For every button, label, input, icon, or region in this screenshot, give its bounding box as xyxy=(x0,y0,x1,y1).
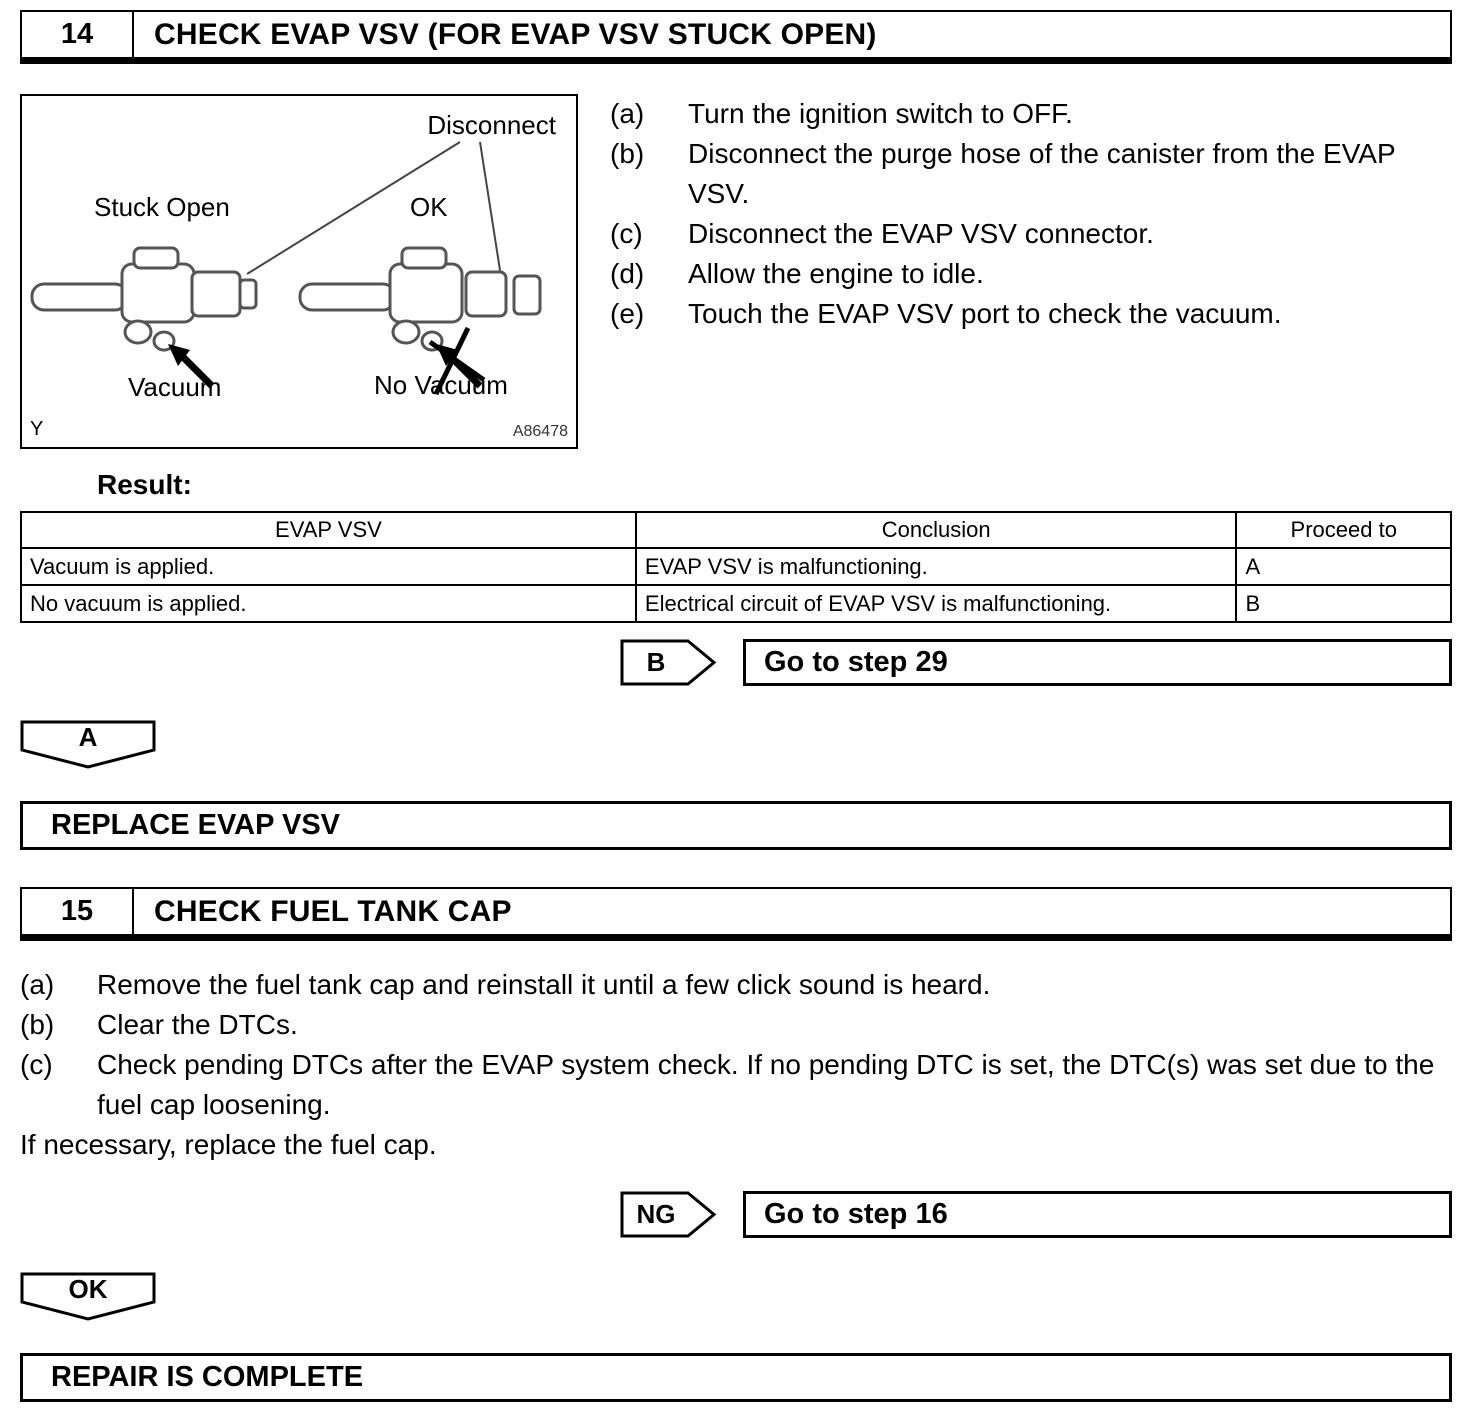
figure-label-ok: OK xyxy=(410,192,448,222)
connector-a-flag xyxy=(20,720,156,770)
figure-id-label: A86478 xyxy=(512,423,568,440)
column-header-proceed-to: Proceed to xyxy=(1236,512,1451,548)
goto-step-29-box: Go to step 29 xyxy=(743,639,1452,686)
instruction-text: Disconnect the EVAP VSV connector. xyxy=(688,218,1154,249)
instruction-item xyxy=(610,294,1452,334)
branch-arrow-b xyxy=(620,639,717,686)
instruction-letter: (b) xyxy=(20,1009,55,1040)
table-header-row xyxy=(21,512,1451,548)
instruction-text: Disconnect the purge hose of the canister from the EVAP VSV. xyxy=(688,138,1396,209)
instruction-item xyxy=(610,94,1452,134)
step-14-body xyxy=(20,94,1452,449)
evap-vsv-figure xyxy=(20,94,578,449)
result-label: Result: xyxy=(97,469,192,500)
instruction-item xyxy=(610,254,1452,294)
connector-letter: A xyxy=(78,721,98,752)
instruction-item xyxy=(20,1005,1452,1045)
step-title: CHECK EVAP VSV (FOR EVAP VSV STUCK OPEN) xyxy=(154,17,877,51)
step-14-header xyxy=(20,10,1452,64)
instruction-text: Clear the DTCs. xyxy=(97,1009,298,1040)
instruction-letter: (d) xyxy=(610,258,645,289)
instruction-letter: (c) xyxy=(610,218,643,249)
table-cell: B xyxy=(1236,585,1451,622)
instruction-item xyxy=(610,134,1452,214)
figure-label-vacuum: Vacuum xyxy=(128,372,222,402)
step-14-instructions xyxy=(578,94,1452,449)
figure-corner-label: Y xyxy=(30,418,44,440)
table-cell: A xyxy=(1236,548,1451,585)
instruction-letter: (e) xyxy=(610,298,645,329)
table-cell: EVAP VSV is malfunctioning. xyxy=(636,548,1237,585)
instruction-text: Turn the ignition switch to OFF. xyxy=(688,98,1073,129)
replace-evap-vsv-box: REPLACE EVAP VSV xyxy=(20,801,1452,850)
step-number: 14 xyxy=(22,12,134,57)
instruction-text: Touch the EVAP VSV port to check the vacuum. xyxy=(688,298,1282,329)
goto-step-16-box: Go to step 16 xyxy=(743,1191,1452,1238)
instruction-letter: (c) xyxy=(20,1049,53,1080)
branch-ng-row xyxy=(620,1191,1452,1238)
table-cell: Vacuum is applied. xyxy=(21,548,636,585)
figure-label-no-vacuum: No Vacuum xyxy=(374,370,508,400)
branch-letter: NG xyxy=(636,1199,676,1229)
connector-letter: OK xyxy=(68,1273,108,1304)
branch-letter: B xyxy=(646,647,666,677)
instruction-letter: (b) xyxy=(610,138,645,169)
step-number: 15 xyxy=(22,889,134,934)
instruction-letter: (a) xyxy=(610,98,645,129)
instruction-text: Remove the fuel tank cap and reinstall it until a few click sound is heard. xyxy=(97,969,991,1000)
instruction-item xyxy=(610,214,1452,254)
table-cell: Electrical circuit of EVAP VSV is malfunctioning. xyxy=(636,585,1237,622)
instruction-letter: (a) xyxy=(20,969,55,1000)
instruction-text: Check pending DTCs after the EVAP system check. If no pending DTC is set, the DTC(s) was set due to the fuel cap loosening. xyxy=(97,1049,1435,1120)
step-title: CHECK FUEL TANK CAP xyxy=(154,894,512,928)
result-table xyxy=(20,511,1452,623)
repair-complete-box: REPAIR IS COMPLETE xyxy=(20,1353,1452,1402)
step-15-instructions xyxy=(20,965,1452,1165)
table-cell: No vacuum is applied. xyxy=(21,585,636,622)
instruction-item xyxy=(20,1045,1452,1125)
step-15-header xyxy=(20,887,1452,941)
column-header-conclusion: Conclusion xyxy=(636,512,1237,548)
branch-b-row xyxy=(620,639,1452,686)
figure-label-stuck-open: Stuck Open xyxy=(94,192,230,222)
table-row xyxy=(21,548,1451,585)
note-text: If necessary, replace the fuel cap. xyxy=(20,1129,437,1160)
column-header-evap-vsv: EVAP VSV xyxy=(21,512,636,548)
branch-arrow-ng xyxy=(620,1191,717,1238)
instruction-text: Allow the engine to idle. xyxy=(688,258,984,289)
figure-label-disconnect: Disconnect xyxy=(427,110,556,140)
instruction-item xyxy=(20,965,1452,1005)
connector-ok-flag xyxy=(20,1272,156,1322)
table-row xyxy=(21,585,1451,622)
